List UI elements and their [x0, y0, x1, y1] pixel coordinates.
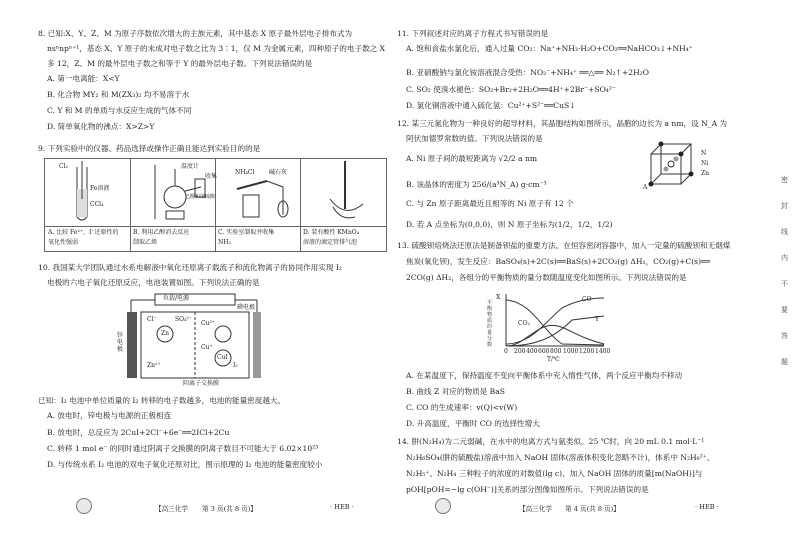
q11-option-c: C. SO₂ 使溴水褪色：SO₂+Br₂+2H₂O══4H⁺+2Br⁻+SO₄²⁻: [406, 85, 616, 94]
footer-subject: 【高三化学: [519, 505, 552, 513]
q10-label-i2: I₂: [233, 362, 238, 369]
q9-label-nh4cl: NH₄Cl: [235, 169, 255, 176]
q9-label-ethanol: 乙醇和浓硫酸: [185, 194, 216, 200]
q12-option-b: B. 该晶体的密度为 256/(a³N_A) g·cm⁻³: [406, 180, 547, 189]
q10-label-cl: Cl⁻: [147, 316, 157, 323]
q10-option-b: B. 放电时，总反应为 2CuI+2Cl⁻+6e⁻══2ICl+2Cu: [47, 428, 230, 437]
q13-line-1: 13. 硫酸钡焙烧法还原法是制备钡盐的重要方法。在恒容密闭容器中，加入一定量的硫酸钡和无烟煤: [397, 241, 731, 250]
q11-option-b: B. 亚硝酸钠与氯化铵溶液混合受热：NO₂⁻+NH₄⁺ ══△══ N₂↑+2H₂O: [406, 68, 650, 77]
q13-line-2: 焦炭(氧化钡)，发生反应：BaSO₄(s)+2C(s)══BaS(s)+2CO₂(g) ΔH₁，CO₂(g)+C(s)══: [406, 257, 711, 266]
q10-label-load: 负载/电源: [163, 295, 190, 302]
q13-option-a: A. 在某温度下，保持温度不变向平衡体系中充入惰性气体，两个反应平衡均不移动: [406, 371, 683, 380]
q9-label-fe: Fe溶液: [90, 185, 110, 192]
q9-label-collect: 收集: [205, 173, 218, 180]
q12-line-1: 12. 某三元氮化物为一种良好的超导材料，其晶胞结构如图所示，晶胞的边长为 a nm，设 N_A 为: [397, 119, 728, 128]
q9-figure-table: [44, 158, 387, 252]
q13-option-d: D. 升高温度，平衡时 CO 的选择性增大: [406, 419, 540, 428]
q13-line-3: 2CO(g) ΔH₂，各组分的平衡物质的量分数随温度变化如图所示。下列说法错误的是: [406, 273, 687, 282]
q10-label-zn: Zn: [161, 330, 170, 337]
q12-option-a: A. Ni 原子间的最短距离为 √2/2 a nm: [406, 154, 538, 163]
seal-char-6: 要: [781, 306, 788, 314]
q12-option-d: D. 若 A 点坐标为(0,0,0)，则 N 原子坐标为(1/2，1/2，1/2): [406, 220, 613, 229]
q11-title: 11. 下列叙述对应的离子方程式书写错误的是: [397, 29, 549, 38]
q10-label-zn2: Zn²⁺: [147, 362, 161, 369]
q13-y-axis-label: 平衡物质的量分数: [487, 300, 493, 348]
q13-tick-800: 800: [550, 348, 562, 355]
q13-tick-200: 200: [514, 348, 526, 355]
q8-option-b: B. 化合物 MY₂ 和 M(ZX₃)₂ 均不易溶于水: [47, 90, 190, 99]
q13-x-axis-label: T/℃: [547, 356, 560, 363]
seal-char-4: 内: [781, 254, 788, 262]
q9-caption-a-1: A. 比较 Fe²⁺、I⁻还原性的: [48, 229, 119, 236]
q8-line-2: nsⁿnpⁿ⁺¹，基态 X、Y 原子的未成对电子数之比为 3∶1，仅 M 为金属元素，四种原子的电子数之 X: [47, 44, 386, 53]
q9-caption-d-2: 溶液的滴定管排气泡: [303, 239, 358, 246]
q12-point-a: A: [643, 184, 648, 191]
q9-label-ccl4: CCl₄: [90, 201, 104, 208]
q13-series-y: Y: [595, 316, 599, 323]
q14-line-2: N₂H₆SO₄(肼的硫酸盐)溶液中加入 NaOH 固体(溶液体积变化忽略不计)，体系中 N₂H₆²⁺、: [406, 453, 715, 462]
q9-caption-b-1: B. 利用乙醇消去反应: [133, 229, 190, 236]
leaf-logo-icon: [76, 498, 92, 514]
q9-title: 9. 下列实验中的仪器、药品选择或操作正确且能达到实验目的的是: [38, 144, 261, 153]
q12-legend-n: N: [701, 150, 707, 157]
q9-caption-c-1: C. 实验室制取并收集: [218, 229, 275, 236]
seal-char-3: 线: [781, 228, 788, 236]
q13-series-co: CO: [582, 296, 592, 303]
q10-label-zinc-electrode: 锌电极: [117, 332, 124, 353]
q9-caption-b-2: 制取乙烯: [133, 239, 158, 246]
q8-option-d: D. 简单氧化物的沸点：X>Z>Y: [47, 122, 155, 131]
q8-option-a: A. 第一电离能：X<Y: [47, 74, 120, 83]
q13-tick-600: 600: [538, 348, 550, 355]
q13-tick-400: 400: [526, 348, 538, 355]
q8-option-c: C. Y 和 M 的单质与水反应生成的气体不同: [47, 106, 192, 115]
footer-page: 第 3 页(共 8 页)】: [202, 505, 257, 513]
q10-line-1: 10. 我国某大学团队通过水系电解液中氧化还原离子载流子和流化物离子的协同作用实现 I₂: [38, 263, 342, 272]
leaf-logo-icon: [435, 498, 451, 514]
q12-legend-zn: Zn: [701, 170, 710, 177]
q10-label-cui: CuI: [217, 354, 228, 361]
q11-option-d: D. 氯化铜溶液中通入硫化氢：Cu²⁺+S²⁻══CuS↓: [406, 101, 576, 110]
q10-option-a: A. 放电时，锌电极与电源的正极相连: [47, 411, 172, 420]
q12-line-2: 阿伏加德罗常数的值。下列说法错误的是: [406, 134, 543, 143]
seal-char-1: 密: [781, 176, 788, 184]
q8-line-1: 8. 已知:X、Y、Z、M 为原子序数依次增大的主族元素，其中基态 X 原子最外层电子排布式为: [38, 29, 353, 38]
q10-label-cu2: Cu²⁺: [201, 320, 216, 327]
right-page: [397, 0, 794, 533]
q10-label-so4: SO₄²⁻: [175, 316, 193, 323]
q13-tick-1000: 1000: [563, 348, 579, 355]
q10-label-iodine-electrode: 碘电极: [237, 304, 256, 311]
seal-char-8: 题: [781, 358, 788, 366]
seal-char-2: 封: [781, 202, 788, 210]
q13-series-co2: CO₂: [518, 320, 530, 327]
q9-caption-c-2: NH₃: [218, 239, 231, 246]
q13-option-c: C. CO 的生成速率：v(Q)<v(W): [406, 403, 518, 412]
footer-code: · HEB ·: [330, 503, 354, 511]
q11-option-a: A. 饱和食盐水氯化后，通入过量 CO₂：Na⁺+NH₃·H₂O+CO₂══NaHCO₃↓+NH₄⁺: [406, 44, 693, 53]
q9-label-cl2: Cl₂: [59, 163, 68, 170]
q13-series-x: X: [496, 294, 501, 301]
q13-option-b: B. 曲线 Z 对应的物质是 BaS: [406, 387, 505, 396]
q14-line-3: N₂H₅⁺、N₂H₄ 三种粒子的浓度的对数值(lg c)、加入 NaOH 固体的质量[m(NaOH)]与: [406, 469, 703, 478]
q10-option-c: C. 转移 1 mol e⁻ 的同时通过阴离子交换膜的阴离子数目不可能大于 6.02×10²³: [47, 444, 319, 453]
q9-caption-a-2: 氧化性强弱: [48, 239, 79, 246]
q12-option-c: C. 与 Zn 原子距离最近且相等的 Ni 原子有 12 个: [406, 199, 574, 208]
q12-unit-cell-figure: [647, 140, 697, 190]
q10-battery-figure: [107, 292, 281, 386]
footer-page: 第 4 页(共 8 页)】: [565, 505, 620, 513]
q8-line-3: 多 12，Z、M 的最外层电子数之和等于 Y 的最外层电子数。下列说法错误的是: [47, 59, 313, 68]
q9-label-thermometer: 温度计: [181, 163, 200, 170]
seal-char-5: 不: [781, 280, 788, 288]
q9-label-soda-lime: 碱石灰: [269, 169, 288, 176]
q13-tick-0: 0: [504, 348, 508, 355]
footer-subject: 【高三化学: [155, 505, 188, 513]
q14-line-4: pOH[pOH=−lg c(OH⁻)]关系的部分图像如图所示。下列说法错误的是: [406, 485, 649, 494]
q10-note: 已知：I₂ 电池中单位质量的 I₂ 转移的电子数越多，电池的能量密度越大。: [38, 396, 286, 405]
q13-tick-1400: 1400: [595, 348, 611, 355]
q14-line-1: 14. 肼(N₂H₄)为二元弱碱，在水中的电离方式与氨类似。25 ℃时，向 20 mL 0.1 mol·L⁻¹: [397, 437, 705, 446]
q10-label-membrane: 阴离子交换膜: [183, 380, 220, 387]
q10-label-cu: Cu⁺: [201, 344, 213, 351]
q12-legend-ni: Ni: [701, 160, 709, 167]
q10-option-d: D. 与传统水系 I₂ 电池的双电子氧化还原对比，图示原理的 I₂ 电池的能量密度较小: [47, 460, 323, 469]
footer-code: · HEB ·: [695, 503, 719, 511]
q13-tick-1200: 1200: [579, 348, 595, 355]
q10-line-2: 电极的六电子氧化还原反应，电池装置如图。下列说法正确的是: [47, 278, 260, 287]
q9-caption-d-1: D. 装有酸性 KMnO₄: [303, 229, 360, 236]
seal-char-7: 答: [781, 332, 788, 340]
